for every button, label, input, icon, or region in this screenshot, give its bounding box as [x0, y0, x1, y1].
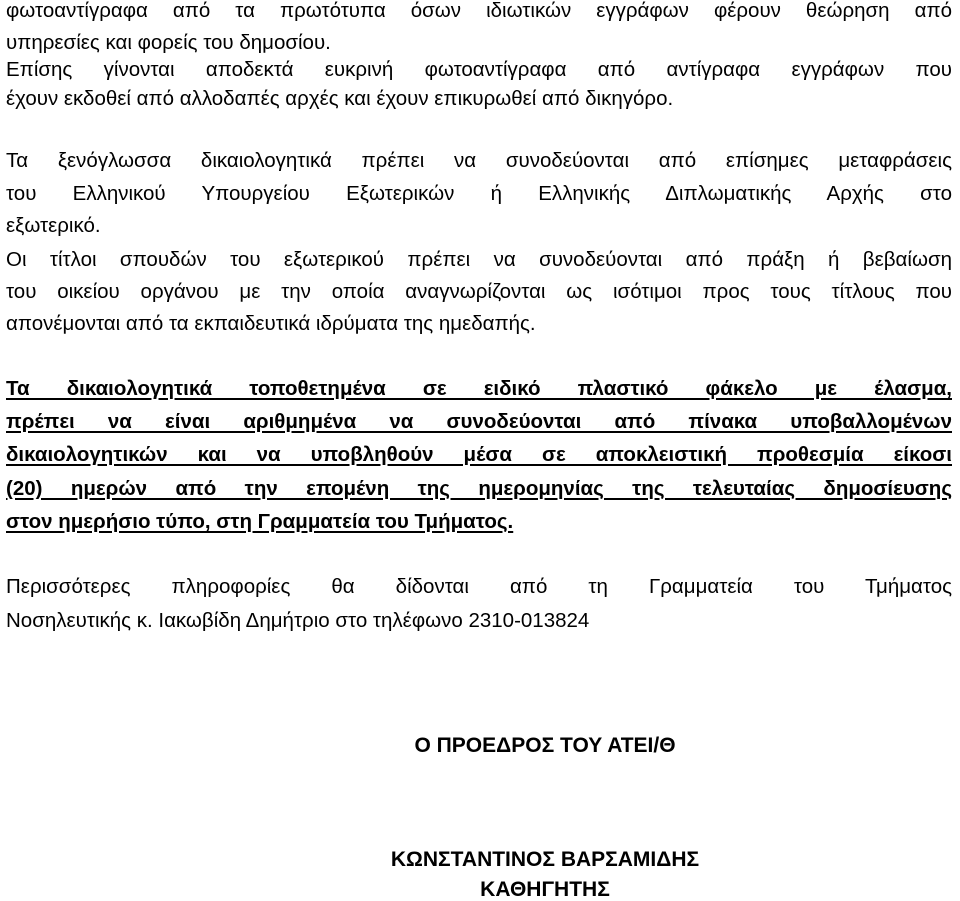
paragraph-1-line-2: υπηρεσίες και φορείς του δημοσίου. — [6, 31, 331, 54]
paragraph-2-line-1: Τα ξενόγλωσσα δικαιολογητικά πρέπει να συνοδεύονται από επίσημες μεταφράσεις — [6, 149, 952, 172]
paragraph-3-line-1: Οι τίτλοι σπουδών του εξωτερικού πρέπει να συνοδεύονται από πράξη ή βεβαίωση — [6, 248, 952, 271]
paragraph-1-line-3: Επίσης γίνονται αποδεκτά ευκρινή φωτοαντίγραφα από αντίγραφα εγγράφων που — [6, 58, 952, 81]
signature-role: ΚΑΘΗΓΗΤΗΣ — [480, 878, 610, 901]
signature-title: Ο ΠΡΟΕΔΡΟΣ ΤΟΥ ΑΤΕΙ/Θ — [414, 734, 676, 757]
paragraph-1-line-1: φωτοαντίγραφα από τα πρωτότυπα όσων ιδιωτικών εγγράφων φέρουν θεώρηση από — [6, 0, 952, 22]
paragraph-3-line-2: του οικείου οργάνου με την οποία αναγνωρίζονται ως ισότιμοι προς τους τίτλους που — [6, 280, 952, 303]
notice-line-1: Τα δικαιολογητικά τοποθετημένα σε ειδικό πλαστικό φάκελο με έλασμα, — [6, 377, 952, 400]
notice-line-2: πρέπει να είναι αριθμημένα να συνοδεύονται από πίνακα υποβαλλομένων — [6, 410, 952, 433]
info-line-2: Νοσηλευτικής κ. Ιακωβίδη Δημήτριο στο τηλέφωνο 2310-013824 — [6, 609, 590, 632]
paragraph-1-line-4: έχουν εκδοθεί από αλλοδαπές αρχές και έχουν επικυρωθεί από δικηγόρο. — [6, 87, 674, 110]
info-line-1: Περισσότερες πληροφορίες θα δίδονται από τη Γραμματεία του Τμήματος — [6, 575, 952, 598]
notice-line-3: δικαιολογητικών και να υποβληθούν μέσα σε αποκλειστική προθεσμία είκοσι — [6, 443, 952, 466]
paragraph-3-line-3: απονέμονται από τα εκπαιδευτικά ιδρύματα της ημεδαπής. — [6, 312, 536, 335]
paragraph-2-line-2: του Ελληνικού Υπουργείου Εξωτερικών ή Ελληνικής Διπλωματικής Αρχής στο — [6, 182, 952, 205]
notice-line-5: στον ημερήσιο τύπο, στη Γραμματεία του Τμήματος. — [6, 510, 514, 533]
signature-name: ΚΩΝΣΤΑΝΤΙΝΟΣ ΒΑΡΣΑΜΙΔΗΣ — [390, 848, 700, 871]
notice-line-4: (20) ημερών από την επομένη της ημερομηνίας της τελευταίας δημοσίευσης — [6, 477, 952, 500]
paragraph-2-line-3: εξωτερικό. — [6, 214, 101, 237]
